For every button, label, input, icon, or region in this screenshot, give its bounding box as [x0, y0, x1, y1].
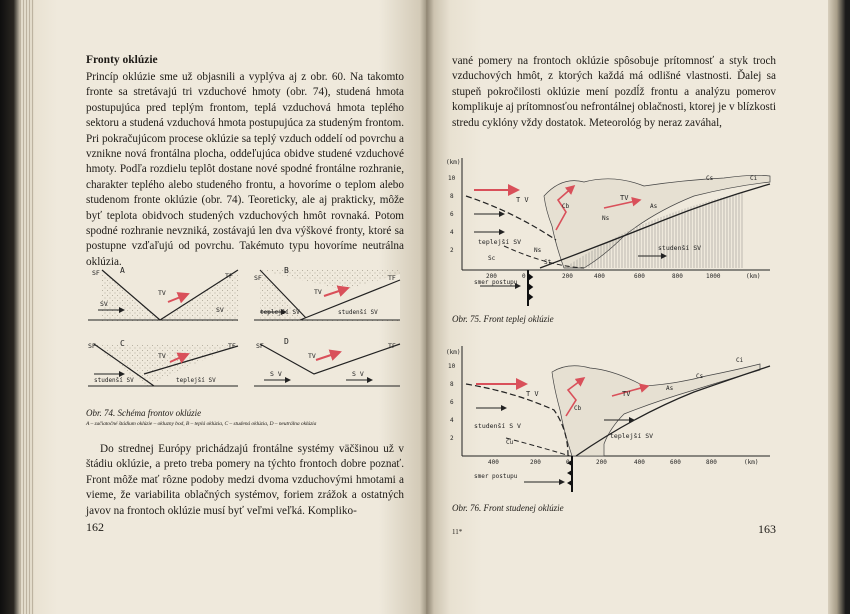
panel-c-sf: SF [88, 342, 96, 350]
fig76-direction: smer postupu [474, 473, 518, 480]
fig75-x-unit: (km) [746, 273, 761, 280]
left-page-number: 162 [86, 520, 104, 534]
panel-d-sf: SF [256, 342, 264, 350]
fig76-x-400-left: 400 [488, 459, 499, 466]
panel-a-tf: TF [225, 272, 233, 280]
fig76-y-2: 2 [450, 435, 454, 442]
figure-76-caption: Obr. 76. Front studenej oklúzie [452, 503, 564, 513]
fig76-x-0: 0 [566, 459, 570, 466]
panel-d-left-mass: S V [270, 370, 282, 378]
panel-a-tv: TV [158, 289, 166, 297]
fig76-right-mass: teplejší SV [610, 432, 654, 440]
panel-a-right-mass: SV [216, 306, 224, 314]
fig76-y-4: 4 [450, 417, 454, 424]
panel-a [88, 266, 238, 322]
fig76-cloud-cb: Cb [574, 405, 582, 412]
panel-c [88, 339, 238, 388]
fig75-x-1000: 1000 [706, 273, 721, 280]
fig75-cloud-as: As [650, 203, 658, 210]
fig76-left-mass: studenší S V [474, 422, 521, 430]
panel-d [254, 337, 400, 386]
panel-c-letter: C [120, 339, 125, 348]
fig76-x-400: 400 [634, 459, 645, 466]
panel-a-letter: A [120, 266, 125, 275]
book-gutter [420, 0, 434, 614]
panel-c-tf: TF [228, 342, 236, 350]
panel-b [254, 266, 400, 322]
right-page-number: 163 [758, 522, 776, 536]
signature-mark: 11* [452, 528, 463, 536]
figure-75-warm-occlusion [444, 156, 784, 306]
panel-b-right-mass: studenší SV [338, 309, 378, 316]
fig75-cloud-sc: Sc [488, 255, 496, 262]
fig75-cloud-cs: Cs [706, 175, 714, 182]
fig75-cloud-cb: Cb [562, 203, 570, 210]
figure-75-caption: Obr. 75. Front teplej oklúzie [452, 314, 554, 324]
section-heading: Fronty oklúzie [86, 54, 158, 66]
fig75-cloud-ns-low: Ns [534, 247, 542, 254]
fig76-y-6: 6 [450, 399, 454, 406]
panel-a-sf: SF [92, 269, 100, 277]
figure-76-cold-occlusion [444, 344, 784, 494]
left-paragraph-2: Do strednej Európy prichádzajú frontálne systémy väčšinou už v štádiu oklúzie, a preto treba pomery na týchto frontoch dobre poznať. Front môže mať rôzne podoby medzi dvoma vzduchovými hmotami a vieme, že variabilita oblačných systémov, foriem zrážok a ostatných javov na frontoch oklúzie musí byť veľmi veľká. Kompliko- [86, 443, 404, 517]
fig75-y-4: 4 [450, 229, 454, 236]
fig75-x-600: 600 [634, 273, 645, 280]
page-stack-lines [20, 0, 34, 614]
fig75-y-10: 10 [448, 175, 456, 182]
left-paragraph-1: Princíp oklúzie sme už objasnili a vyplýva aj z obr. 60. Na takomto fronte sa stretávajú tri vzduchové hmoty (obr. 74), studená hmota postupujúca pred teplým frontom, teplá vzduchová hmota teplého sektoru a studená vzduchová hmota postupujúca za studeným frontom. Pri pokračujúcom procese oklúzie sa teplý vzduch oddelí od povrchu a vznikne nová frontálna plocha, oddeľujúca obidve studené vzduchové hmoty. Podľa rozdielu teplôt dostane nové spodné frontálne rozhranie, charakter teplého alebo studeného frontu, a hovoríme o teplom alebo studenom fronte oklúzie (obr. 74). Teoreticky, ale aj prakticky, môže byť teplota obidvoch studených vzduchových hmôt rovnaká. Potom spodné rozhranie nevzniká, zostávajú len dva výškové fronty, ktoré sa postupne vzďaľujú od povrchu. Takémuto typu hovoríme neutrálna oklúzia. [86, 71, 404, 268]
fig75-cloud-ns: Ns [602, 215, 610, 222]
fig76-x-200-left: 200 [530, 459, 541, 466]
panel-d-right-mass: S V [352, 370, 364, 378]
panel-b-sf: SF [254, 274, 262, 282]
fig76-cloud-cu: Cu [506, 439, 514, 446]
fig76-x-600: 600 [670, 459, 681, 466]
figure-74-caption: Obr. 74. Schéma frontov oklúzie [86, 408, 202, 418]
fig75-x-400: 400 [594, 273, 605, 280]
right-paragraph: vané pomery na frontoch oklúzie spôsobuje prítomnosť a styk troch vzduchových hmôt, z ktorých každá má odlišné vlastnosti. Ďalej sa stupeň pokročilosti oklúzie mení pozdĺž frontu a analýzu pomerov komplikuje aj prítomnosťou nefrontálnej oblačnosti, ktorej je v blízkosti stredu cyklóny vždy dostatok. Meteorológ by neraz zaváhal, [452, 55, 776, 129]
fig76-tv-1: T V [526, 390, 539, 398]
fig75-x-800: 800 [672, 273, 683, 280]
panel-c-tv: TV [158, 352, 166, 360]
fig75-y-8: 8 [450, 193, 454, 200]
fig76-cloud-ci: Ci [736, 357, 744, 364]
panel-d-letter: D [284, 337, 289, 346]
panel-c-left-mass: studenší SV [94, 377, 134, 384]
fig75-tv-1: T V [516, 196, 529, 204]
panel-a-left-mass: SV [100, 300, 108, 308]
panel-c-right-mass: teplejší SV [176, 377, 216, 384]
panel-b-letter: B [284, 266, 289, 275]
figure-74-subcaption: A – začiatočné štádium oklúzie – okluzny bod, B – teplá oklúzia, C – studená oklúzia, D – neutrálna oklúzia [86, 421, 317, 427]
fig75-y-unit: (km) [446, 159, 461, 166]
fig76-y-unit: (km) [446, 349, 461, 356]
fig75-cloud-ci: Ci [750, 175, 758, 182]
fig76-x-200: 200 [596, 459, 607, 466]
fig76-x-unit: (km) [744, 459, 759, 466]
fig75-x-200: 200 [562, 273, 573, 280]
figure-74-schemes [84, 262, 406, 402]
fig76-cloud-cs: Cs [696, 373, 704, 380]
fig76-y-10: 10 [448, 363, 456, 370]
panel-b-tv: TV [314, 288, 322, 296]
fig76-x-800: 800 [706, 459, 717, 466]
fig76-cloud-as: As [666, 385, 674, 392]
panel-b-tf: TF [388, 274, 396, 282]
panel-d-tf: TF [388, 342, 396, 350]
fig75-y-2: 2 [450, 247, 454, 254]
fig75-cloud-st: St [544, 259, 552, 266]
fig75-x-0: 0 [522, 273, 526, 280]
fig75-left-mass: teplejší SV [478, 238, 522, 246]
right-page-edges [828, 0, 850, 614]
fig75-y-6: 6 [450, 211, 454, 218]
fig75-direction: smer postupu [474, 279, 518, 286]
fig75-right-mass: studenší SV [658, 244, 702, 252]
fig75-x-200-left: 200 [486, 273, 497, 280]
fig75-tv-2: TV [620, 194, 629, 202]
panel-b-left-mass: teplejší SV [260, 309, 300, 316]
panel-d-tv: TV [308, 352, 316, 360]
fig76-tv-2: TV [622, 390, 631, 398]
fig76-y-8: 8 [450, 381, 454, 388]
